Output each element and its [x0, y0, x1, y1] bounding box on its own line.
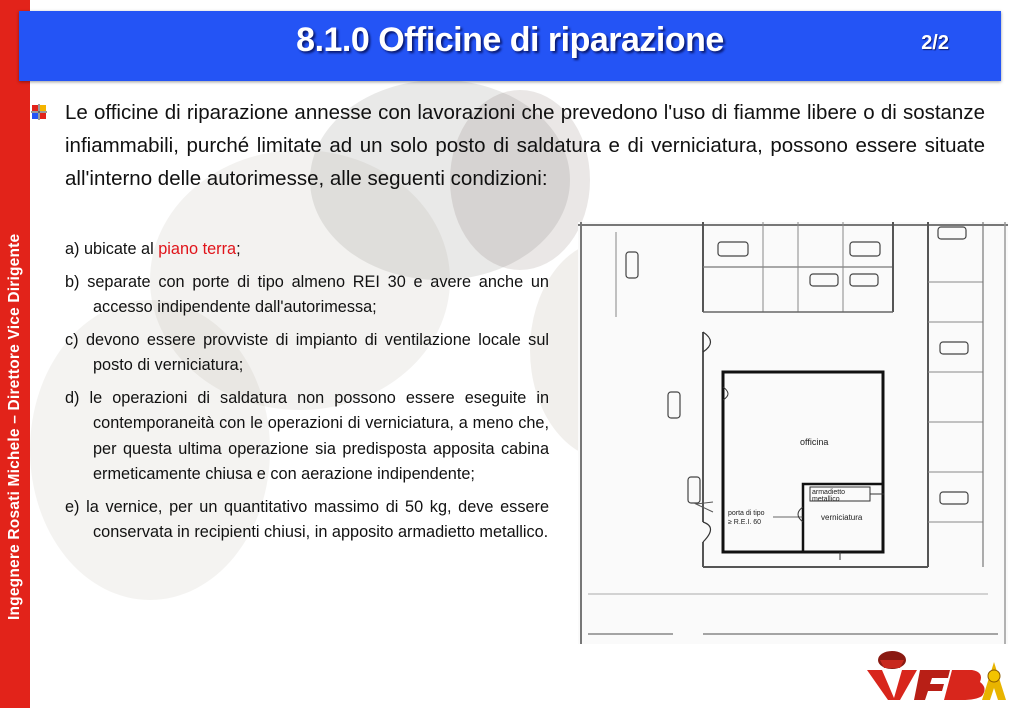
label-armadietto-1: armadietto	[812, 489, 846, 496]
bullet-icon	[31, 104, 47, 120]
condition-a-prefix: a) ubicate al	[65, 240, 159, 258]
label-porta-2: ≥ R.E.I. 60	[728, 519, 762, 526]
condition-a-highlight: piano terra	[158, 240, 237, 258]
floor-plan-drawing	[578, 222, 1008, 644]
label-verniciatura: verniciatura	[821, 513, 863, 522]
condition-c: c) devono essere provviste di impianto di ventilazione locale sul posto di verniciatura;	[65, 330, 549, 374]
author-vertical-text: Ingegnere Rosati Michele – Direttore Vice Dirigente	[6, 233, 23, 620]
label-armadietto-2: metallico	[812, 496, 840, 503]
intro-paragraph: Le officine di riparazione annesse con lavorazioni che prevedono l'uso di fiamme libere o di sostanze infiammabili, purché limitate ad un solo posto di saldatura e di verniciatura, possono essere situate all'interno delle autorimesse, alle seguenti condizioni:	[65, 101, 985, 190]
page-title: 8.1.0 Officine di riparazione	[296, 21, 724, 59]
condition-b: b) separate con porte di tipo almeno REI 30 e avere anche un accesso indipendente dall'autorimessa;	[65, 272, 549, 316]
condition-a	[65, 237, 549, 263]
condition-a-suffix: ;	[236, 240, 241, 258]
vfba-logo	[862, 646, 1010, 702]
floor-plan	[578, 222, 1008, 644]
page-number: 2/2	[921, 32, 949, 54]
title-bar	[19, 11, 1001, 81]
condition-e: e) la vernice, per un quantitativo massimo di 50 kg, deve essere conservata in recipienti chiusi, in apposito armadietto metallico.	[65, 497, 549, 541]
label-officina: officina	[800, 437, 829, 447]
condition-d: d) le operazioni di saldatura non possono essere eseguite in contemporaneità con le operazioni di verniciatura, a meno che, per questa ultima operazione sia predisposta apposita cabina ermeticamente chiusa e con aerazione indipendente;	[65, 388, 549, 483]
conditions-list	[65, 237, 549, 553]
label-porta-1: porta di tipo	[728, 510, 765, 517]
